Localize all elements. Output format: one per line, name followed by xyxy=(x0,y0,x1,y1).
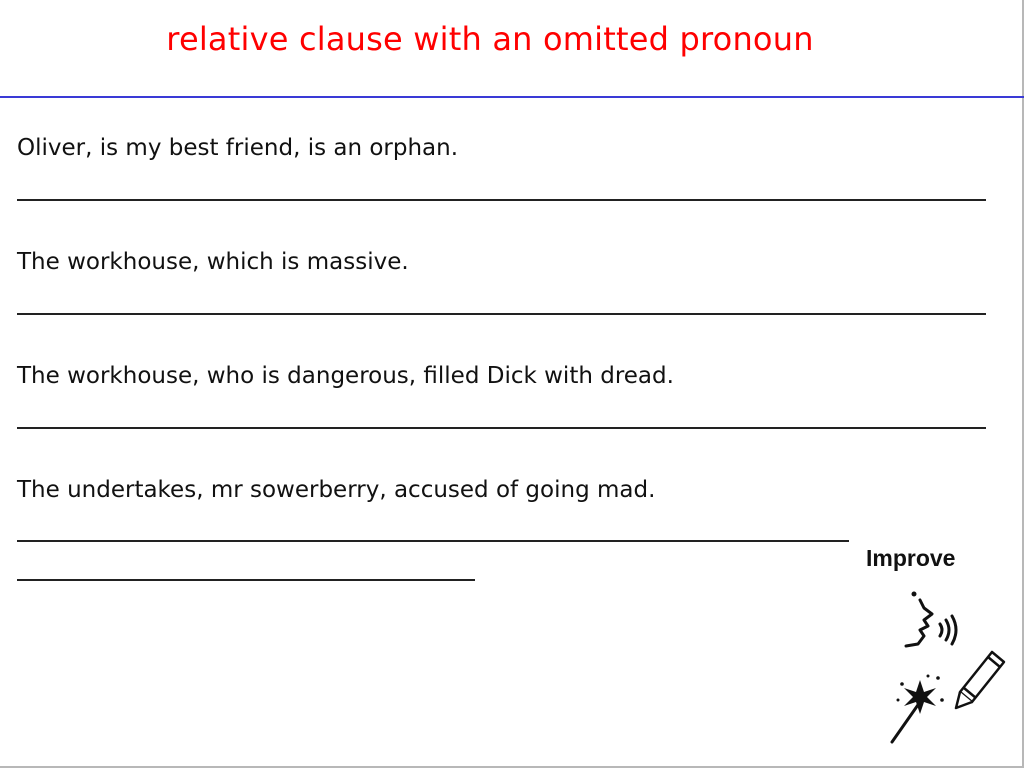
exercise-4-answer-line-2[interactable] xyxy=(17,579,475,581)
speaking-head-icon xyxy=(906,592,956,647)
improve-label: Improve xyxy=(866,545,956,571)
exercise-4-answer-line-1[interactable] xyxy=(17,540,849,542)
magic-wand-icon xyxy=(892,675,944,743)
exercise-1-sentence: Oliver, is my best friend, is an orphan. xyxy=(17,135,459,161)
exercise-1-answer-line[interactable] xyxy=(17,199,986,201)
pencil-icon xyxy=(956,652,1004,708)
page-title: relative clause with an omitted pronoun xyxy=(166,20,814,58)
improve-icons xyxy=(880,580,1020,750)
exercise-3-sentence: The workhouse, who is dangerous, filled Dick with dread. xyxy=(17,363,674,389)
exercise-4-sentence: The undertakes, mr sowerberry, accused of going mad. xyxy=(17,477,656,503)
exercise-2-sentence: The workhouse, which is massive. xyxy=(17,249,409,275)
title-divider xyxy=(0,96,1024,98)
exercise-3-answer-line[interactable] xyxy=(17,427,986,429)
exercise-2-answer-line[interactable] xyxy=(17,313,986,315)
